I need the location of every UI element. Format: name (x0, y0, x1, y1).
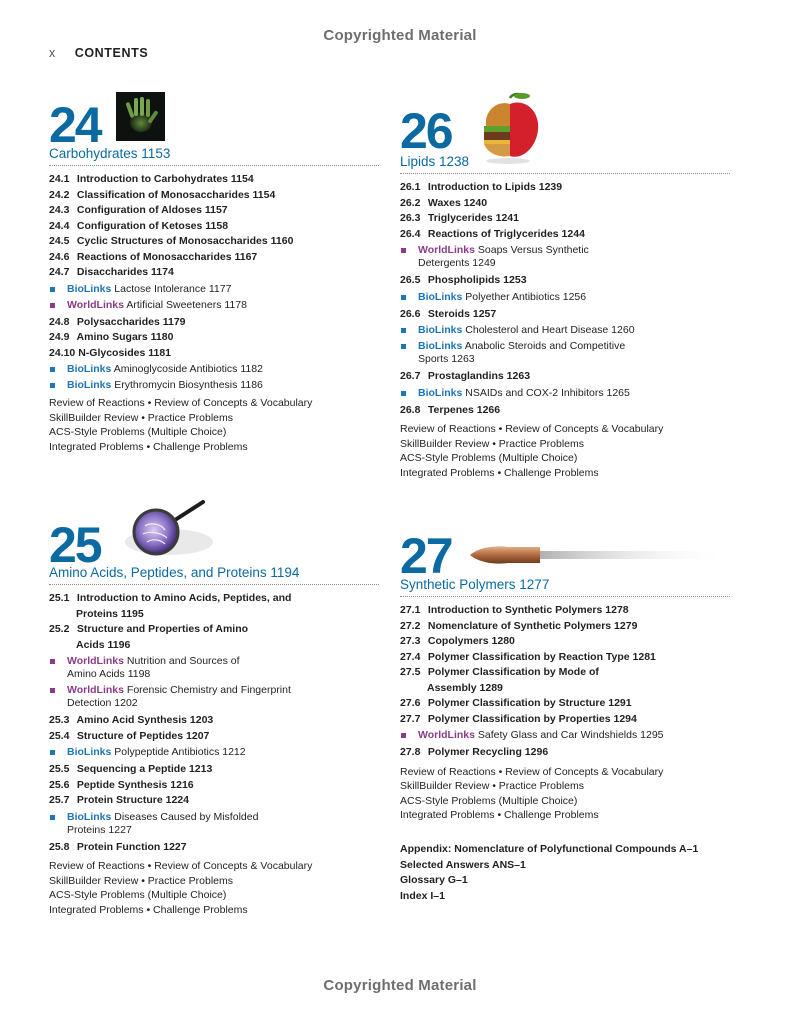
chapter-header (49, 92, 379, 166)
toc-entry[interactable]: 25.4 Structure of Peptides 1207 (49, 729, 210, 742)
toc-entry[interactable]: 25.1 Introduction to Amino Acids, Peptides, and Proteins 1195 (49, 592, 292, 620)
toc-entry[interactable]: 24.1 Introduction to Carbohydrates 1154 (49, 173, 254, 185)
page-number: x (49, 46, 56, 60)
worldlinks-entry[interactable]: WorldLinks Forensic Chemistry and Fingerprint Detection 1202 (49, 684, 379, 710)
back-matter-list (400, 842, 698, 904)
toc-entry[interactable]: 27.7 Polymer Classification by Properties 1294 (400, 712, 637, 725)
biolinks-entry[interactable]: BioLinks Polyether Antibiotics 1256 (400, 291, 730, 304)
toc-entry[interactable]: 25.3 Amino Acid Synthesis 1203 (49, 714, 214, 726)
chapter-24 (49, 92, 379, 454)
copyright-watermark-bottom: Copyrighted Material (323, 977, 477, 994)
review-line: Integrated Problems • Challenge Problems (400, 466, 599, 479)
chapter-header (400, 92, 730, 174)
chapter-24-entries (49, 166, 379, 392)
chapter-27 (400, 518, 730, 823)
review-line: ACS-Style Problems (Multiple Choice) (400, 452, 578, 464)
chapter-number: 25 (49, 517, 101, 573)
review-line: SkillBuilder Review • Practice Problems (49, 411, 233, 424)
toc-entry[interactable]: 27.1 Introduction to Synthetic Polymers 1278 (400, 604, 629, 616)
biolinks-entry[interactable]: BioLinks Aminoglycoside Antibiotics 1182 (49, 363, 379, 376)
toc-entry[interactable]: 24.4 Configuration of Ketoses 1158 (49, 219, 229, 232)
chapter-26-entries (400, 174, 730, 418)
bullet-icon (468, 540, 730, 570)
chapter-title: Carbohydrates 1153 (49, 146, 171, 161)
toc-entry[interactable]: 26.3 Triglycerides 1241 (400, 212, 519, 224)
worldlinks-entry[interactable]: WorldLinks Safety Glass and Car Windshields 1295 (400, 729, 730, 742)
toc-entry[interactable]: 27.6 Polymer Classification by Structure 1291 (400, 697, 632, 709)
toc-entry[interactable]: 25.6 Peptide Synthesis 1216 (49, 778, 194, 791)
worldlinks-entry[interactable]: WorldLinks Soaps Versus Synthetic Detergents 1249 (400, 244, 730, 270)
chapter-27-entries (400, 597, 730, 761)
toc-entry[interactable]: 26.5 Phospholipids 1253 (400, 274, 527, 286)
toc-entry[interactable]: 26.2 Waxes 1240 (400, 196, 488, 209)
toc-entry[interactable]: 24.9 Amino Sugars 1180 (49, 331, 174, 343)
review-line: Integrated Problems • Challenge Problems (49, 903, 248, 916)
review-line: Review of Reactions • Review of Concepts & Vocabulary (400, 423, 664, 435)
review-line: Review of Reactions • Review of Concepts & Vocabulary (49, 397, 313, 409)
chapter-number: 27 (400, 528, 452, 584)
toc-entry[interactable]: 24.7 Disaccharides 1174 (49, 266, 174, 278)
handprint-icon (116, 92, 165, 141)
apple-burger-icon (478, 92, 542, 164)
chapter-header (400, 518, 730, 597)
chapter-25-entries (49, 585, 379, 855)
toc-entry[interactable]: 24.3 Configuration of Aldoses 1157 (49, 204, 228, 216)
biolinks-entry[interactable]: BioLinks Polypeptide Antibiotics 1212 (49, 746, 379, 759)
biolinks-entry[interactable]: BioLinks Cholesterol and Heart Disease 1260 (400, 324, 730, 337)
toc-entry[interactable]: 27.4 Polymer Classification by Reaction Type 1281 (400, 650, 656, 663)
chapter-review-list (400, 422, 730, 480)
biolinks-entry[interactable]: BioLinks Erythromycin Biosynthesis 1186 (49, 379, 379, 392)
toc-entry[interactable]: 24.2 Classification of Monosaccharides 1154 (49, 188, 276, 201)
chapter-review-list (400, 765, 730, 823)
review-line: ACS-Style Problems (Multiple Choice) (49, 426, 227, 438)
biolinks-entry[interactable]: BioLinks Diseases Caused by Misfolded Proteins 1227 (49, 811, 379, 837)
running-head-title: CONTENTS (74, 46, 149, 60)
review-line: SkillBuilder Review • Practice Problems (400, 437, 584, 450)
toc-entry[interactable]: 26.4 Reactions of Triglycerides 1244 (400, 227, 585, 240)
toc-entry[interactable]: 25.7 Protein Structure 1224 (49, 794, 189, 806)
toc-entry[interactable]: 24.5 Cyclic Structures of Monosaccharides 1160 (49, 235, 294, 247)
back-matter-entry[interactable]: Glossary G–1 (400, 874, 468, 886)
review-line: SkillBuilder Review • Practice Problems (400, 780, 584, 792)
toc-entry[interactable]: 27.2 Nomenclature of Synthetic Polymers 1279 (400, 619, 638, 632)
toc-entry[interactable]: 27.8 Polymer Recycling 1296 (400, 746, 549, 758)
biolinks-entry[interactable]: BioLinks Anabolic Steroids and Competitive Sports 1263 (400, 340, 730, 366)
toc-entry[interactable]: 24.8 Polysaccharides 1179 (49, 315, 186, 328)
magnifier-icon (111, 500, 215, 560)
chapter-title: Amino Acids, Peptides, and Proteins 1194 (49, 565, 300, 580)
toc-entry[interactable]: 27.3 Copolymers 1280 (400, 635, 515, 647)
chapter-header (49, 500, 379, 585)
back-matter-entry[interactable]: Index I–1 (400, 889, 445, 902)
toc-entry[interactable]: 25.2 Structure and Properties of Amino Acids 1196 (49, 623, 249, 651)
toc-entry[interactable]: 26.6 Steroids 1257 (400, 307, 497, 320)
toc-entry[interactable]: 24.6 Reactions of Monosaccharides 1167 (49, 250, 258, 263)
review-line: Review of Reactions • Review of Concepts & Vocabulary (49, 860, 313, 872)
chapter-title: Synthetic Polymers 1277 (400, 577, 550, 592)
biolinks-entry[interactable]: BioLinks Lactose Intolerance 1177 (49, 283, 379, 296)
back-matter-entry[interactable]: Selected Answers ANS–1 (400, 858, 526, 871)
review-line: Integrated Problems • Challenge Problems (400, 809, 599, 821)
review-line: ACS-Style Problems (Multiple Choice) (49, 889, 227, 901)
biolinks-entry[interactable]: BioLinks NSAIDs and COX-2 Inhibitors 1265 (400, 387, 730, 400)
chapter-number: 24 (49, 97, 101, 153)
review-line: SkillBuilder Review • Practice Problems (49, 874, 233, 887)
chapter-26 (400, 92, 730, 480)
review-line: Integrated Problems • Challenge Problems (49, 440, 248, 453)
worldlinks-entry[interactable]: WorldLinks Nutrition and Sources of Amino Acids 1198 (49, 655, 379, 681)
copyright-watermark-top: Copyrighted Material (323, 27, 477, 44)
chapter-review-list (49, 859, 379, 917)
chapter-25 (49, 500, 379, 917)
toc-entry[interactable]: 25.5 Sequencing a Peptide 1213 (49, 763, 213, 775)
toc-entry[interactable]: 27.5 Polymer Classification by Mode of Assembly 1289 (400, 666, 599, 694)
back-matter-entry[interactable]: Appendix: Nomenclature of Polyfunctional Compounds A–1 (400, 843, 699, 855)
toc-entry[interactable]: 26.8 Terpenes 1266 (400, 403, 501, 416)
toc-entry[interactable]: 26.1 Introduction to Lipids 1239 (400, 181, 563, 193)
toc-entry[interactable]: 26.7 Prostaglandins 1263 (400, 370, 531, 382)
chapter-title: Lipids 1238 (400, 154, 470, 169)
toc-entry[interactable]: 25.8 Protein Function 1227 (49, 840, 187, 853)
running-head (49, 46, 148, 60)
worldlinks-entry[interactable]: WorldLinks Artificial Sweeteners 1178 (49, 299, 379, 312)
chapter-review-list (49, 396, 379, 454)
review-line: ACS-Style Problems (Multiple Choice) (400, 794, 578, 807)
chapter-number: 26 (400, 103, 452, 159)
review-line: Review of Reactions • Review of Concepts & Vocabulary (400, 765, 664, 778)
toc-entry[interactable]: 24.10 N-Glycosides 1181 (49, 346, 172, 359)
